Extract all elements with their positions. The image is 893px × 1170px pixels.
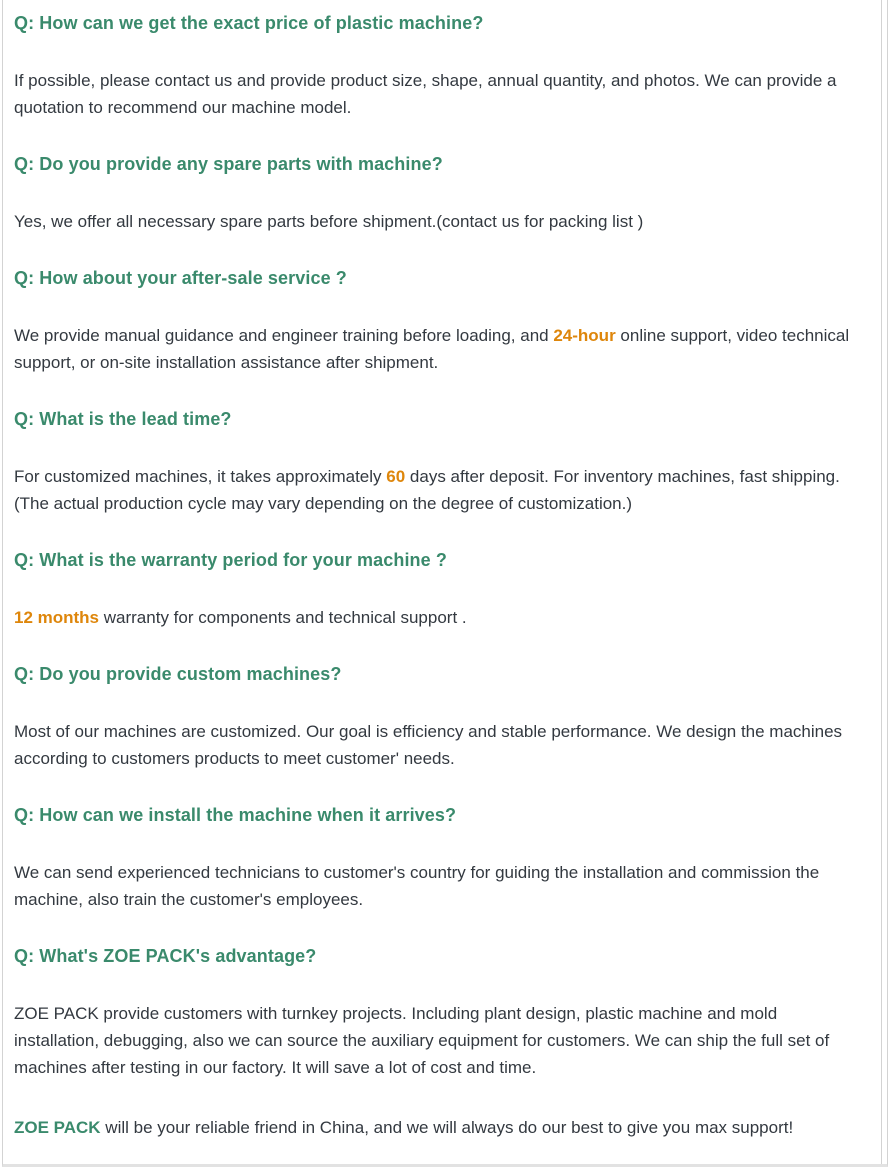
- faq-answer: [14, 718, 865, 772]
- answer-text: online support, video technical support, or on-site installation assistance after shipment.: [14, 326, 850, 372]
- answer-text: We provide manual guidance and engineer training before loading, and: [14, 326, 554, 345]
- answer-text: Most of our machines are customized. Our goal is efficiency and stable performance. We design the machines according to customers products to meet customer' needs.: [14, 722, 843, 768]
- answer-text: For customized machines, it takes approximately: [14, 467, 387, 486]
- faq-answer: [14, 463, 865, 517]
- faq-question: Q: How can we get the exact price of plastic machine?: [14, 13, 484, 33]
- faq-answer: [14, 1000, 865, 1081]
- faq-answer: [14, 322, 865, 376]
- faq-question: Q: Do you provide any spare parts with machine?: [14, 154, 443, 174]
- faq-panel: [2, 0, 888, 1167]
- highlight-orange-text: 24-hour: [553, 326, 616, 345]
- answer-text: We can send experienced technicians to customer's country for guiding the installation and commission the machine, also train the customer's employees.: [14, 863, 820, 909]
- answer-text: If possible, please contact us and provide product size, shape, annual quantity, and photos. We can provide a quotation to recommend our machine model.: [14, 71, 837, 117]
- faq-answer: [14, 604, 865, 631]
- faq-answer: [14, 859, 865, 913]
- right-divider: [881, 0, 882, 1164]
- faq-question: Q: What's ZOE PACK's advantage?: [14, 946, 317, 966]
- faq-question: Q: How can we install the machine when it arrives?: [14, 805, 457, 825]
- faq-question: Q: What is the warranty period for your machine ?: [14, 550, 447, 570]
- faq-answer: [14, 67, 865, 121]
- highlight-orange-text: 60: [386, 467, 406, 486]
- answer-text: warranty for components and technical support .: [99, 608, 467, 627]
- highlight-orange-text: 12 months: [14, 608, 100, 627]
- highlight-green-text: ZOE PACK: [14, 1118, 101, 1137]
- faq-answer: [14, 208, 865, 235]
- answer-text: days after deposit. For inventory machines, fast shipping. (The actual production cycle may vary depending on the degree of customization.): [14, 467, 840, 513]
- answer-text: Yes, we offer all necessary spare parts before shipment.(contact us for packing list ): [14, 212, 644, 231]
- answer-text: ZOE PACK provide customers with turnkey projects. Including plant design, plastic machine and mold installation, debugging, also we can source the auxiliary equipment for customers. We can ship the full set of machines after testing in our factory. It will save a lot of cost and time.: [14, 1004, 830, 1077]
- faq-question: Q: How about your after-sale service ?: [14, 268, 347, 288]
- faq-content: [3, 0, 881, 1164]
- answer-text: will be your reliable friend in China, and we will always do our best to give you max support!: [100, 1118, 794, 1137]
- faq-question: Q: Do you provide custom machines?: [14, 664, 342, 684]
- faq-question: Q: What is the lead time?: [14, 409, 232, 429]
- faq-answer: [14, 1114, 865, 1141]
